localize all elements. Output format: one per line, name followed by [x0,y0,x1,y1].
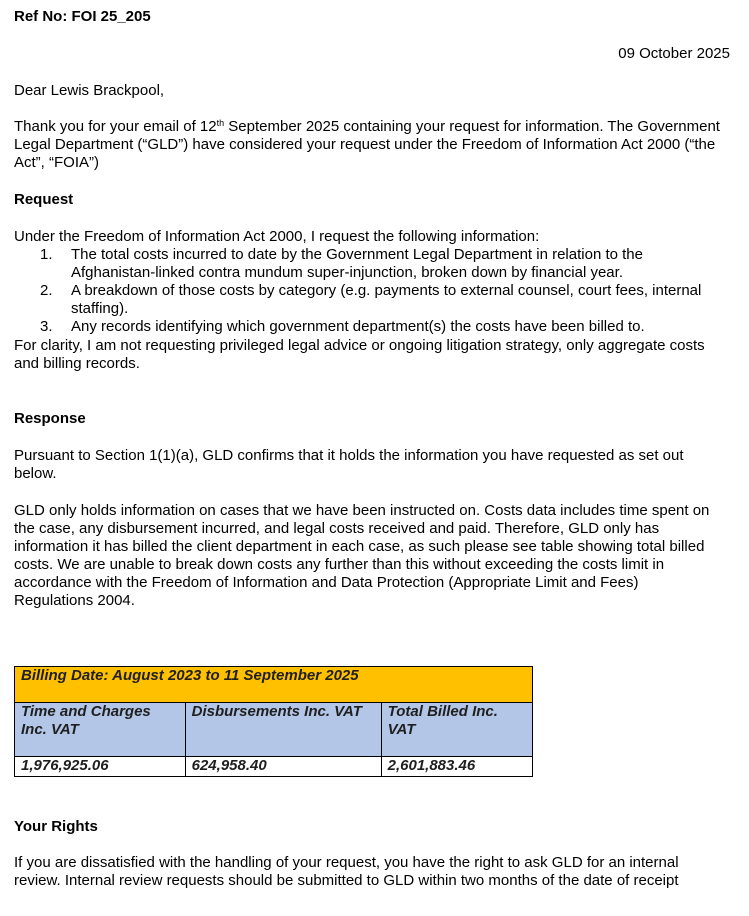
reference-number: Ref No: FOI 25_205 [14,8,151,25]
rights-heading: Your Rights [14,818,98,835]
billing-table [14,666,533,777]
list-text: A breakdown of those costs by category (e.g. payments to external counsel, court fees, internal staffing). [71,282,702,317]
list-item [14,318,714,336]
value-disbursements: 624,958.40 [185,757,381,777]
request-heading: Request [14,191,74,208]
request-list [14,246,714,336]
value-total-billed: 2,601,883.46 [381,757,532,777]
value-time-charges: 1,976,925.06 [15,757,186,777]
ordinal-suffix: th [216,118,225,128]
letter-date: 09 October 2025 [618,45,730,62]
response-heading: Response [14,410,86,427]
header-total-billed: Total Billed Inc. VAT [381,703,532,757]
costs-explanation-paragraph: GLD only holds information on cases that we have been instructed on. Costs data includes time spent on the case, any disbursement incurred, and legal costs received and paid. Therefore, GLD only has information it has billed the client department in each case, as such please see table showing total billed costs. We are unable to break down costs any further than this without exceeding the costs limit in accordance with the Freedom of Information and Data Protection (Appropriate Limit and Fees) Regulations 2004. [14,502,710,609]
salutation: Dear Lewis Brackpool, [14,82,165,99]
clarity-paragraph: For clarity, I am not requesting privileged legal advice or ongoing litigation strategy, only aggregate costs and billing records. [14,337,705,372]
intro-paragraph [14,118,724,172]
header-disbursements: Disbursements Inc. VAT [185,703,381,757]
billing-date-cell: Billing Date: August 2023 to 11 September 2025 [15,667,533,703]
list-text: Any records identifying which government department(s) the costs have been billed to. [71,318,645,335]
request-intro: Under the Freedom of Information Act 2000, I request the following information: [14,228,540,245]
list-number: 1. [40,246,53,263]
list-text: The total costs incurred to date by the Government Legal Department in relation to the Afghanistan-linked contra mundum super-injunction, broken down by financial year. [71,246,643,281]
list-item [14,246,714,282]
header-time-charges: Time and Charges Inc. VAT [15,703,186,757]
rights-paragraph: If you are dissatisfied with the handling of your request, you have the right to ask GLD for an internal review. Internal review requests should be submitted to GLD within two months of the date of receipt [14,854,679,889]
list-number: 3. [40,318,53,335]
intro-text-start: Thank you for your email of 12 [14,118,217,135]
list-item [14,282,714,318]
table-row [15,757,533,777]
pursuant-paragraph: Pursuant to Section 1(1)(a), GLD confirms that it holds the information you have requested as set out below. [14,447,684,482]
list-number: 2. [40,282,53,299]
billing-date-row [15,667,533,703]
table-header-row [15,703,533,757]
intro-text-end: September 2025 containing your request for information. The Government Legal Department (“GLD”) have considered your request under the Freedom of Information Act 2000 (“the Act”, “FOIA”) [14,118,720,171]
